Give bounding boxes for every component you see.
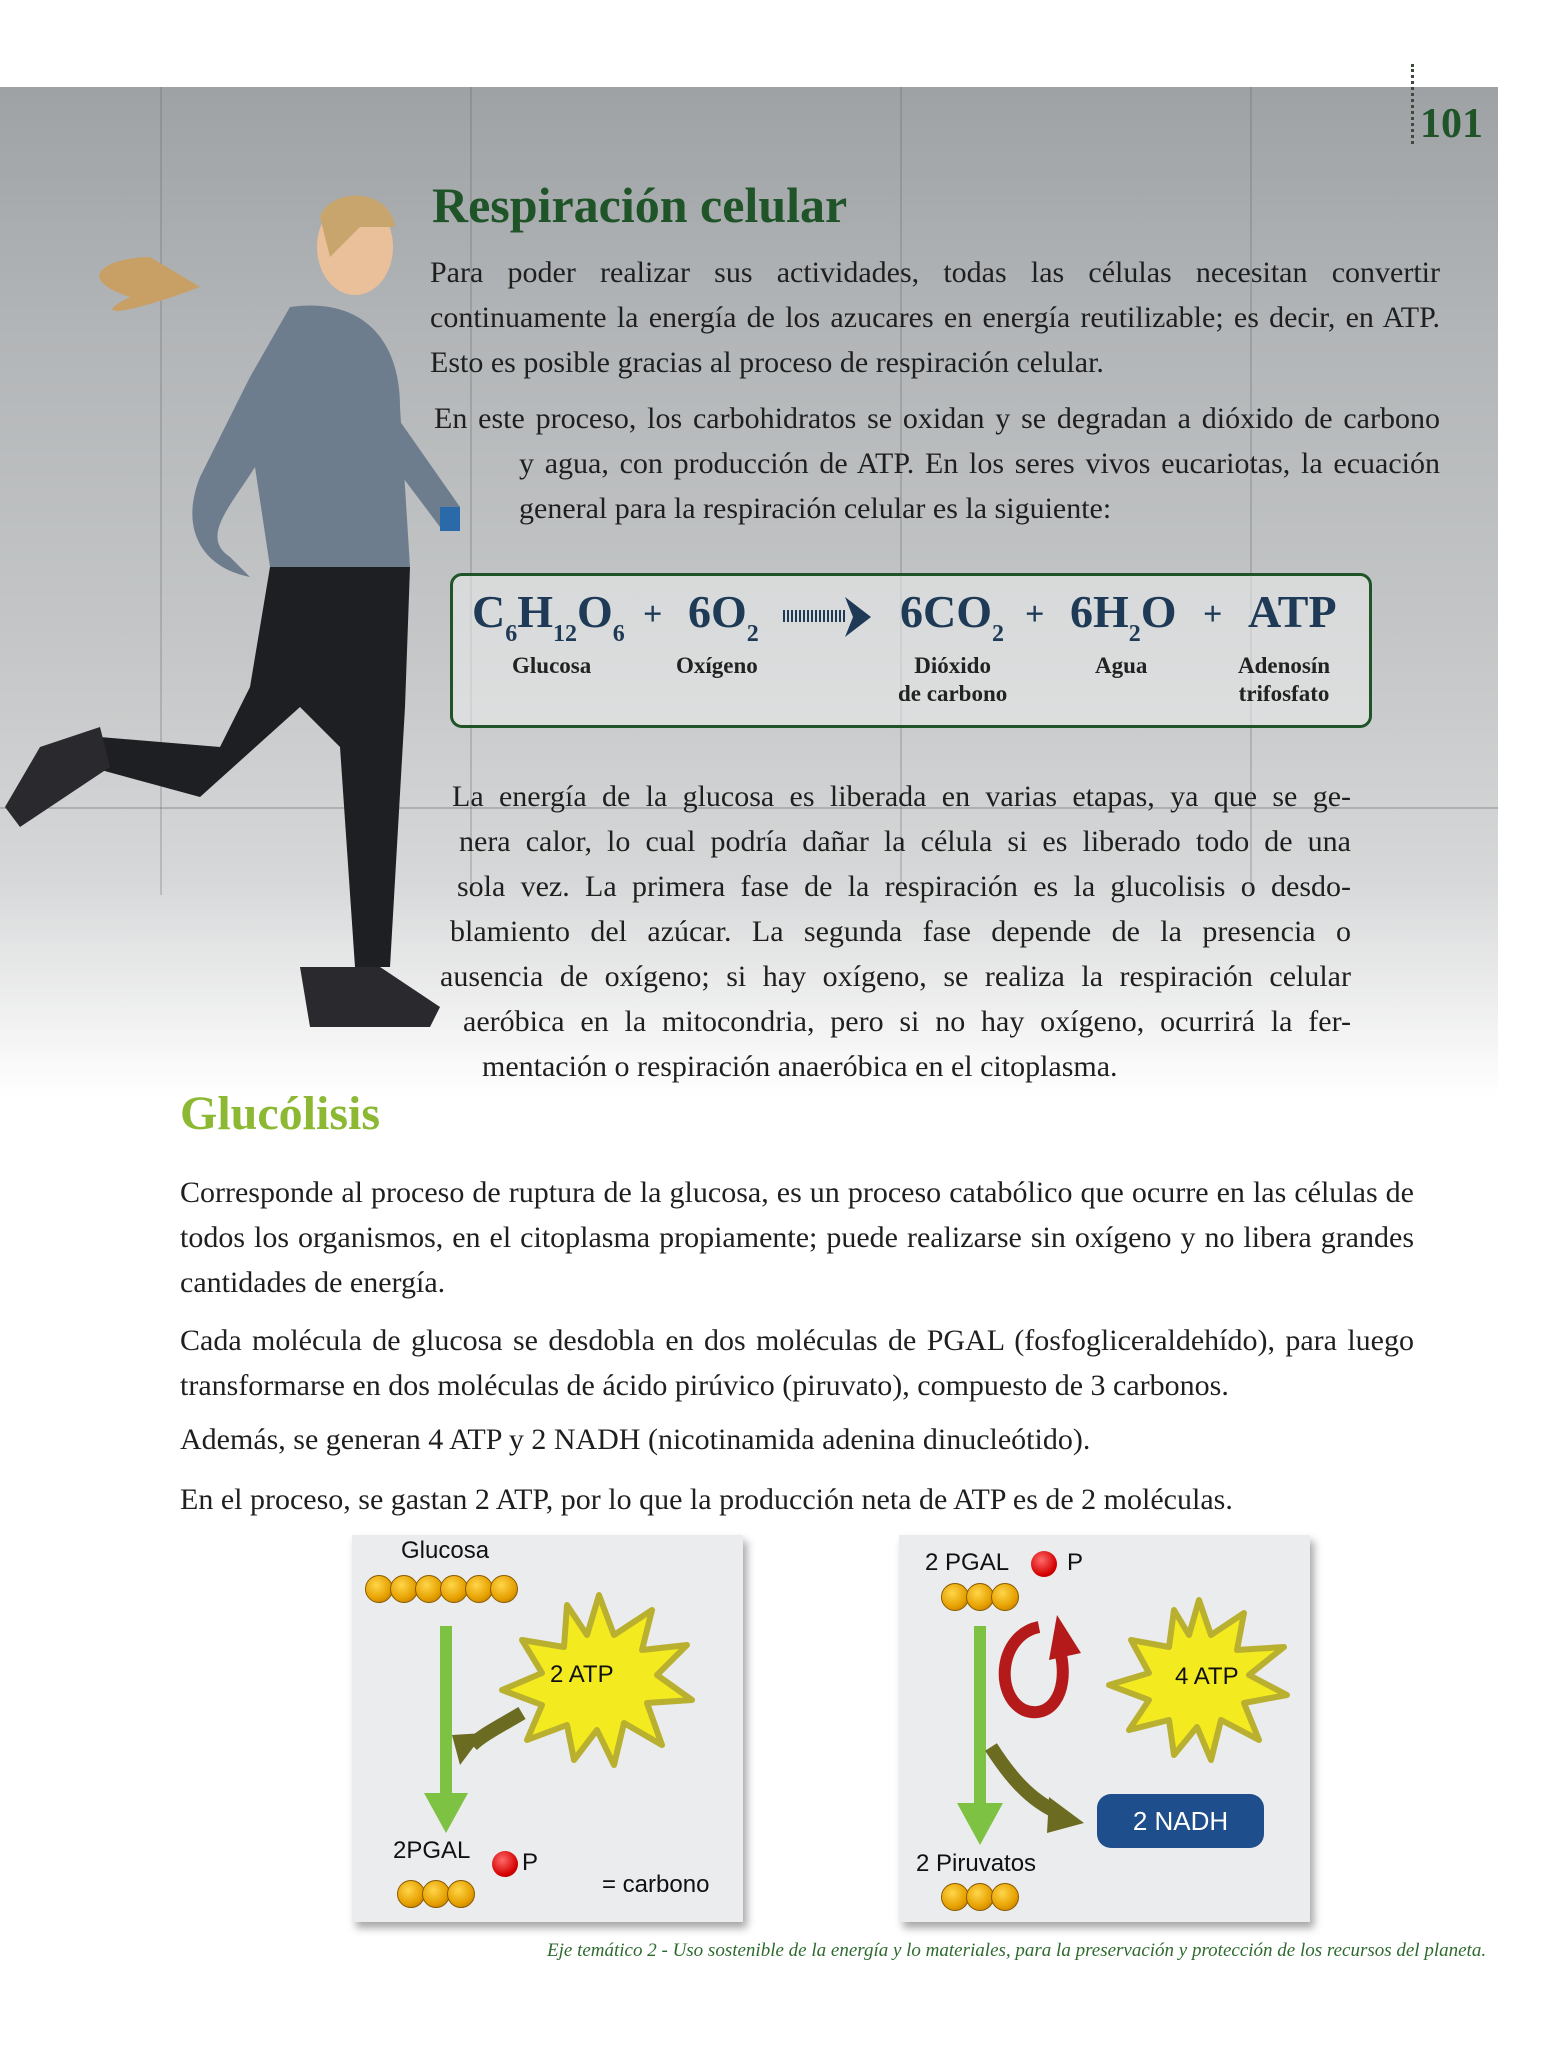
energy-line: sola vez. La primera fase de la respiración es la glucolisis o desdo- — [457, 870, 1351, 903]
energy-line: nera calor, lo cual podría dañar la célula si es liberado todo de una — [459, 825, 1351, 858]
phosphate-label: P — [522, 1849, 539, 1876]
water-formula: $6H_2O$ — [1070, 586, 1177, 647]
plus-sign: + — [1203, 596, 1223, 633]
process-line: En este proceso, los carbohidratos se oxidan y se degradan a dióxido de carbono — [434, 402, 1440, 435]
energy-line: aeróbica en la mitocondria, pero si no hay oxígeno, ocurrirá la fer- — [463, 1005, 1351, 1038]
carbon-chain-3 — [941, 1883, 1016, 1911]
nadh-badge: 2 NADH — [1097, 1794, 1264, 1848]
pgal-label: 2PGAL — [393, 1837, 471, 1864]
atp-yield-label: 4 ATP — [1175, 1663, 1239, 1690]
oxygen-label: Oxígeno — [676, 653, 758, 678]
green-arrow-down — [440, 1626, 452, 1796]
intro-paragraph: Para poder realizar sus actividades, todas las células necesitan convertir continuamente la energía de los azucares en energía reutilizable; es decir, en ATP. Esto es posible gracias al proceso de respiración celular. — [430, 256, 1440, 379]
glucose-formula: $C_6H_{12}O_6$ — [472, 586, 625, 647]
atp-cost-label: 2 ATP — [550, 1661, 614, 1688]
energy-line: blamiento del azúcar. La segunda fase depende de la presencia o — [450, 915, 1351, 948]
section-title: Respiración celular — [432, 177, 848, 233]
energy-line: mentación o respiración anaeróbica en el citoplasma. — [482, 1050, 1118, 1083]
oxygen-formula: $6O_2$ — [688, 586, 759, 647]
process-line: general para la respiración celular es la siguiente: — [519, 492, 1112, 525]
carbon-legend: = carbono — [602, 1871, 710, 1898]
energy-line: ausencia de oxígeno; si hay oxígeno, se realiza la respiración celular — [440, 960, 1351, 993]
plus-sign: + — [1025, 596, 1045, 633]
glycolysis-paragraph: Además, se generan 4 ATP y 2 NADH (nicotinamida adenina dinucleótido). — [180, 1423, 1091, 1456]
glycolysis-paragraph: Corresponde al proceso de ruptura de la glucosa, es un proceso catabólico que ocurre en las células de todos los organismos, en el citoplasma propiamente; puede realizarse sin oxígeno y no libera grandes cantidades de energía. — [180, 1176, 1414, 1299]
glucose-label: Glucosa — [401, 1537, 490, 1564]
energy-line: La energía de la glucosa es liberada en varias etapas, ya que se ge- — [452, 780, 1351, 813]
water-label: Agua — [1095, 653, 1148, 678]
atp-label: Adenosín trifosfato — [1238, 653, 1331, 706]
glycolysis-diagram-step1 — [352, 1535, 743, 1922]
phosphate-label: P — [1067, 1549, 1084, 1576]
page-number-divider — [1411, 64, 1414, 144]
page-number: 101 — [1420, 101, 1483, 147]
process-line: y agua, con producción de ATP. En los seres vivos eucariotas, la ecuación — [519, 447, 1440, 480]
phosphate-icon — [492, 1851, 518, 1877]
reaction-arrow-icon — [783, 597, 873, 637]
co2-label: Dióxido de carbono — [898, 653, 1008, 706]
glycolysis-paragraph: Cada molécula de glucosa se desdobla en dos moléculas de PGAL (fosfogliceraldehído), para luego transformarse en dos moléculas de ácido pirúvico (piruvato), compuesto de 3 carbonos. — [180, 1324, 1414, 1402]
runner-figure — [0, 147, 460, 1087]
glycolysis-paragraph: En el proceso, se gastan 2 ATP, por lo que la producción neta de ATP es de 2 moléculas. — [180, 1483, 1233, 1516]
plus-sign: + — [643, 596, 663, 633]
pyruvate-label: 2 Piruvatos — [916, 1850, 1037, 1877]
carbon-chain-3 — [397, 1880, 472, 1908]
glycolysis-diagram-step2 — [899, 1535, 1310, 1922]
glucose-label: Glucosa — [512, 653, 592, 678]
glycolysis-heading: Glucólisis — [180, 1087, 381, 1140]
footer-caption: Eje temático 2 - Uso sostenible de la energía y lo materiales, para la preservación y protección de los recursos del planeta. — [547, 1940, 1487, 1961]
pgal-label: 2 PGAL — [925, 1549, 1010, 1576]
atp-formula: ATP — [1248, 586, 1337, 637]
co2-formula: $6CO_2$ — [900, 586, 1004, 647]
